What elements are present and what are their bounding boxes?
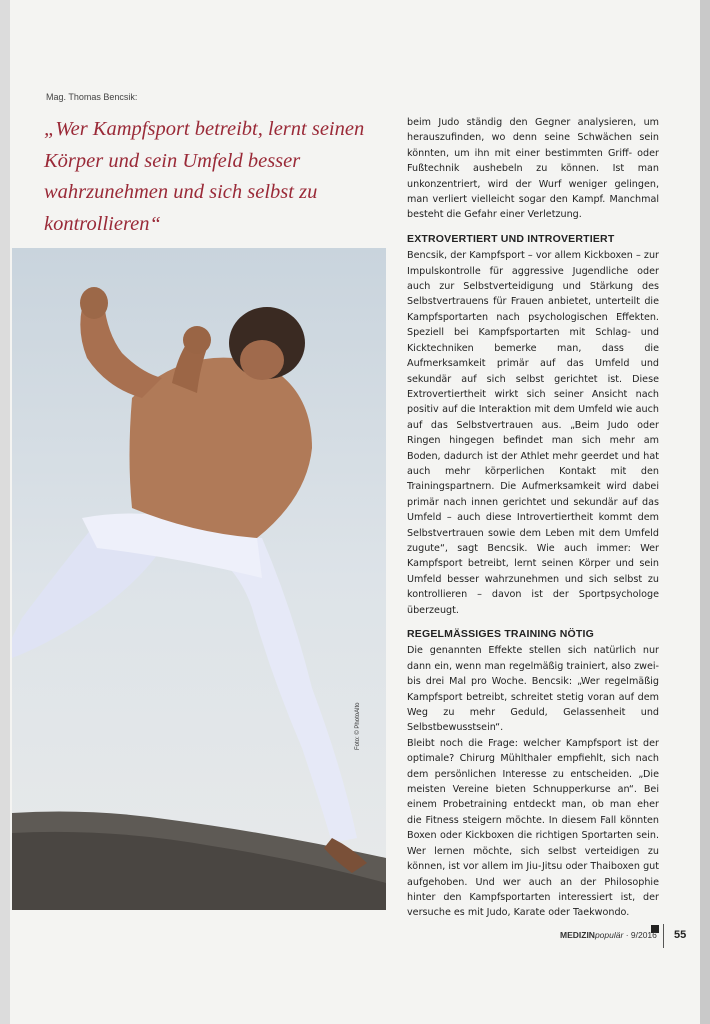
section-heading: EXTROVERTIERT UND INTROVERTIERT <box>407 232 615 245</box>
article-column <box>407 115 659 933</box>
photo-credit: Foto: © PhotoAlto <box>355 702 361 750</box>
page-number: 55 <box>674 929 687 941</box>
page-edge <box>700 0 710 1024</box>
footer-publication <box>560 930 657 940</box>
article-intro: beim Judo ständig den Gegner analysieren, um herauszufinden, wo denn seine Schwächen sein könnten, um ihn mit einer bestimmten Griff- oder Fußtechnik aushebeln zu können. Ist man unkonzentriert, wird der Wurf weniger gelingen, man verliert vielleicht sogar den Kampf. Manchmal besteht die Gefahr einer Verletzung. <box>407 117 659 221</box>
section-heading: REGELMÄSSIGES TRAINING NÖTIG <box>407 628 595 640</box>
martial-artist-illustration <box>12 248 386 910</box>
article-paragraph: Bencsik, der Kampfsport – vor allem Kickboxen – zur Impulskontrolle für aggressive Jugendliche oder auch zur Selbstverteidigung und Stärkung des Selbstvertrauens für Frauen anbietet, unterteilt die Kampfsportarten nach psychologischen Effekten. Speziell bei Kampfsportarten mit Schlag- und Kicktechniken bemerke man, dass die Aufmerksamkeit primär auf das Umfeld und sekundär auf sich selbst gerichtet ist. Diese Extrovertiertheit wirkt sich seiner Ansicht nach positiv auf die Interaktion mit dem Umfeld wie auch auf das Selbstvertrauen aus. „Beim Judo oder Ringen hingegen befindet man sich mehr am Boden, dadurch ist der Athlet mehr geerdet und hat auch mehr körperlichen Kontakt mit den Trainingspartnern. Die Aufmerksamkeit wird dabei primär nach innen gerichtet und sekundär auf das Umfeld – auch diese Introvertiertheit kommt dem Selbstvertrauen sowie dem Leben mit dem Umfeld zugute“, sagt Bencsik. Wie auch immer: Wer Kampfsport betreibt, lernt seinen Körper und sein Umfeld besser wahrzunehmen und sich selbst zu kontrollieren – davon ist der Sportpsychologe überzeugt. <box>407 250 659 616</box>
article-paragraph: Die genannten Effekte stellen sich natürlich nur dann ein, wenn man regelmäßig trainiert, also zwei- bis drei Mal pro Woche. Bencsik: „Wer regelmäßig Kampfsport betreibt, schreitet stetig voran auf dem Weg zu mehr Geduld, Gelassenheit und Selbstbewusstsein“. <box>407 645 659 734</box>
publication-name: MEDIZINpopulär <box>560 930 624 940</box>
article-paragraph: Bleibt noch die Frage: welcher Kampfsport ist der optimale? Chirurg Mühlthaler empfiehlt, sich nach dem persönlichen Interesse zu entscheiden. „Die meisten Vereine bieten Schnupperkurse an“. Bei einem Probetraining entdeckt man, ob man eher die Fitness steigern möchte. In diesem Fall könnten Boxen oder Kickboxen die richtigen Sportarten sein. Wer lernen möchte, sich selbst verteidigen zu können, ist vor allem im Jiu-Jitsu oder Thaiboxen gut aufgehoben. Und wer auch an der Philosophie hinter den Kampfsportarten interessiert ist, der versuche es mit Judo, Karate oder Taekwondo. <box>407 737 659 919</box>
byline: Mag. Thomas Bencsik: <box>46 92 138 102</box>
martial-artist-photo <box>12 248 386 910</box>
footer-divider <box>663 924 664 948</box>
issue-number: · 9/2016 <box>625 930 657 940</box>
pull-quote: „Wer Kampfsport betreibt, lernt seinen Körper und sein Umfeld besser wahrzunehmen und sich selbst zu kontrollieren“ <box>44 118 365 235</box>
